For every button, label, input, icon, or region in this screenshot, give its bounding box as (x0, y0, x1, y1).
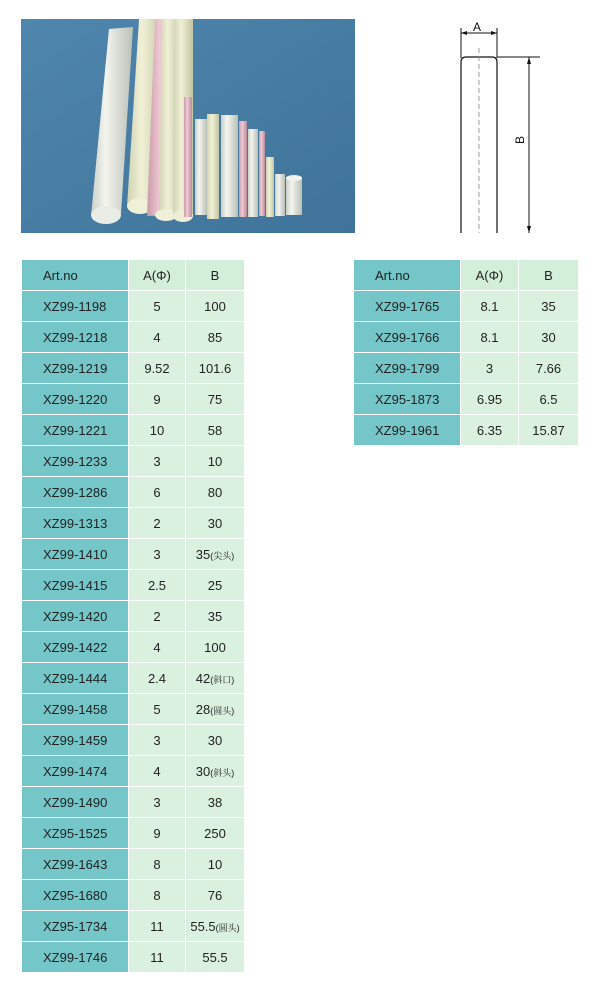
a-diameter-cell: 8 (129, 880, 186, 911)
table-row (354, 322, 579, 353)
b-length-value: 6.5 (539, 391, 558, 407)
a-diameter-cell: 9 (129, 384, 186, 415)
a-diameter-cell: 2 (129, 601, 186, 632)
b-length-cell (186, 291, 245, 322)
art-no-cell: XZ99-1458 (22, 694, 129, 725)
table-row (354, 384, 579, 415)
b-length-value: 30 (541, 329, 556, 345)
header-a-diameter: A(Φ) (461, 260, 519, 291)
b-length-cell (186, 756, 245, 787)
art-no-cell: XZ99-1233 (22, 446, 129, 477)
b-length-value: 30 (207, 515, 223, 531)
art-no-cell: XZ99-1444 (22, 663, 129, 694)
art-no-cell: XZ95-1873 (354, 384, 461, 415)
table-header-row (354, 260, 579, 291)
table-row (22, 353, 245, 384)
b-length-cell (519, 384, 579, 415)
b-length-value: 35 (541, 298, 556, 314)
header-art-no: Art.no (354, 260, 461, 291)
table-row (22, 570, 245, 601)
b-length-cell (186, 787, 245, 818)
table-row (354, 353, 579, 384)
b-length-value: 75 (207, 391, 223, 407)
rod-medium-3 (221, 115, 238, 217)
table-row (22, 787, 245, 818)
spec-table-right (353, 259, 579, 446)
rod-pink-3 (259, 131, 265, 216)
b-length-value: 80 (207, 484, 223, 500)
b-length-note: (斜头) (210, 767, 235, 778)
art-no-cell: XZ99-1420 (22, 601, 129, 632)
b-length-cell (186, 849, 245, 880)
art-no-cell: XZ99-1643 (22, 849, 129, 880)
dimension-b-label: B (513, 135, 527, 144)
b-length-value: 28 (195, 701, 211, 717)
table-row (22, 508, 245, 539)
table-row (22, 880, 245, 911)
b-length-value: 25 (207, 577, 223, 593)
table-row (22, 632, 245, 663)
a-diameter-cell: 5 (129, 291, 186, 322)
rod-dimension-diagram (450, 18, 570, 238)
a-diameter-cell: 6.35 (461, 415, 519, 446)
b-length-cell (186, 508, 245, 539)
b-length-cell (186, 384, 245, 415)
a-diameter-cell: 11 (129, 942, 186, 973)
rod-pink-2 (239, 121, 247, 217)
b-length-value: 100 (204, 298, 226, 314)
a-diameter-cell: 3 (129, 725, 186, 756)
b-length-cell (186, 632, 245, 663)
b-length-value: 38 (207, 794, 223, 810)
art-no-cell: XZ99-1422 (22, 632, 129, 663)
b-length-cell (186, 601, 245, 632)
art-no-cell: XZ99-1490 (22, 787, 129, 818)
b-length-cell (186, 694, 245, 725)
b-length-value: 250 (204, 825, 226, 841)
rod-medium-2 (207, 114, 219, 219)
table-row (22, 818, 245, 849)
a-diameter-cell: 11 (129, 911, 186, 942)
b-length-cell (186, 818, 245, 849)
table-row (22, 415, 245, 446)
table-row (22, 539, 245, 570)
b-length-value: 10 (207, 856, 223, 872)
b-length-note: (圆头) (215, 922, 240, 933)
b-length-cell (519, 415, 579, 446)
b-length-cell (186, 942, 245, 973)
b-length-cell (186, 539, 245, 570)
art-no-cell: XZ99-1218 (22, 322, 129, 353)
art-no-cell: XZ95-1525 (22, 818, 129, 849)
art-no-cell: XZ99-1415 (22, 570, 129, 601)
rod-medium-1 (195, 119, 207, 215)
rod-medium-4 (248, 129, 258, 217)
a-diameter-cell: 3 (129, 787, 186, 818)
table-row (22, 663, 245, 694)
spec-table-left (21, 259, 245, 973)
a-diameter-cell: 9 (129, 818, 186, 849)
table-row (354, 291, 579, 322)
rod-small-2 (275, 174, 285, 216)
b-length-note: (斜口) (210, 674, 235, 685)
art-no-cell: XZ99-1286 (22, 477, 129, 508)
b-length-value: 100 (204, 639, 226, 655)
b-length-note: (圆头) (210, 705, 235, 716)
b-length-cell (186, 725, 245, 756)
header-a-diameter: A(Φ) (129, 260, 186, 291)
art-no-cell: XZ99-1474 (22, 756, 129, 787)
a-diameter-cell: 10 (129, 415, 186, 446)
art-no-cell: XZ99-1220 (22, 384, 129, 415)
b-length-value: 55.5 (190, 918, 216, 934)
table-row (22, 849, 245, 880)
b-length-cell (519, 291, 579, 322)
b-length-value: 55.5 (202, 949, 228, 965)
a-diameter-cell: 3 (461, 353, 519, 384)
b-length-value: 35 (207, 608, 223, 624)
table-row (22, 291, 245, 322)
table-row (22, 942, 245, 973)
a-diameter-cell: 3 (129, 539, 186, 570)
art-no-cell: XZ99-1765 (354, 291, 461, 322)
b-length-cell (186, 570, 245, 601)
art-no-cell: XZ99-1766 (354, 322, 461, 353)
b-length-cell (186, 477, 245, 508)
a-diameter-cell: 8 (129, 849, 186, 880)
a-diameter-cell: 4 (129, 322, 186, 353)
dimension-a-label: A (473, 20, 482, 34)
b-length-value: 15.87 (532, 422, 565, 438)
b-length-note: (尖头) (210, 550, 235, 561)
rod-pink-thin (184, 97, 192, 217)
b-length-value: 35 (195, 546, 211, 562)
b-length-cell (186, 353, 245, 384)
a-diameter-cell: 2.5 (129, 570, 186, 601)
a-diameter-cell: 4 (129, 632, 186, 663)
art-no-cell: XZ99-1198 (22, 291, 129, 322)
a-diameter-cell: 8.1 (461, 322, 519, 353)
b-length-value: 10 (207, 453, 223, 469)
table-row (354, 415, 579, 446)
a-diameter-cell: 6.95 (461, 384, 519, 415)
table-row (22, 911, 245, 942)
product-photo (21, 19, 355, 233)
art-no-cell: XZ99-1410 (22, 539, 129, 570)
a-diameter-cell: 2 (129, 508, 186, 539)
art-no-cell: XZ99-1459 (22, 725, 129, 756)
rod-small-1 (266, 157, 274, 217)
table-row (22, 477, 245, 508)
table-header-row (22, 260, 245, 291)
art-no-cell: XZ99-1799 (354, 353, 461, 384)
b-length-cell (186, 880, 245, 911)
a-diameter-cell: 3 (129, 446, 186, 477)
table-row (22, 694, 245, 725)
b-length-value: 42 (195, 670, 211, 686)
art-no-cell: XZ99-1219 (22, 353, 129, 384)
b-length-value: 58 (207, 422, 223, 438)
art-no-cell: XZ99-1746 (22, 942, 129, 973)
b-length-cell (519, 353, 579, 384)
a-diameter-cell: 9.52 (129, 353, 186, 384)
a-diameter-cell: 5 (129, 694, 186, 725)
b-length-value: 30 (207, 732, 223, 748)
art-no-cell: XZ99-1313 (22, 508, 129, 539)
b-length-cell (186, 663, 245, 694)
table-row (22, 756, 245, 787)
header-b-length: B (519, 260, 579, 291)
art-no-cell: XZ95-1680 (22, 880, 129, 911)
header-b-length: B (186, 260, 245, 291)
art-no-cell: XZ95-1734 (22, 911, 129, 942)
a-diameter-cell: 6 (129, 477, 186, 508)
b-length-value: 30 (195, 763, 211, 779)
a-diameter-cell: 4 (129, 756, 186, 787)
art-no-cell: XZ99-1221 (22, 415, 129, 446)
b-length-value: 85 (207, 329, 223, 345)
header-art-no: Art.no (22, 260, 129, 291)
art-no-cell: XZ99-1961 (354, 415, 461, 446)
a-diameter-cell: 2.4 (129, 663, 186, 694)
b-length-cell (186, 446, 245, 477)
table-row (22, 322, 245, 353)
b-length-cell (519, 322, 579, 353)
b-length-cell (186, 415, 245, 446)
b-length-value: 101.6 (198, 360, 232, 376)
table-row (22, 725, 245, 756)
b-length-cell (186, 911, 245, 942)
table-row (22, 601, 245, 632)
table-row (22, 384, 245, 415)
table-row (22, 446, 245, 477)
b-length-value: 7.66 (535, 360, 562, 376)
rod-small-3 (286, 177, 302, 215)
a-diameter-cell: 8.1 (461, 291, 519, 322)
b-length-cell (186, 322, 245, 353)
b-length-value: 76 (207, 887, 223, 903)
